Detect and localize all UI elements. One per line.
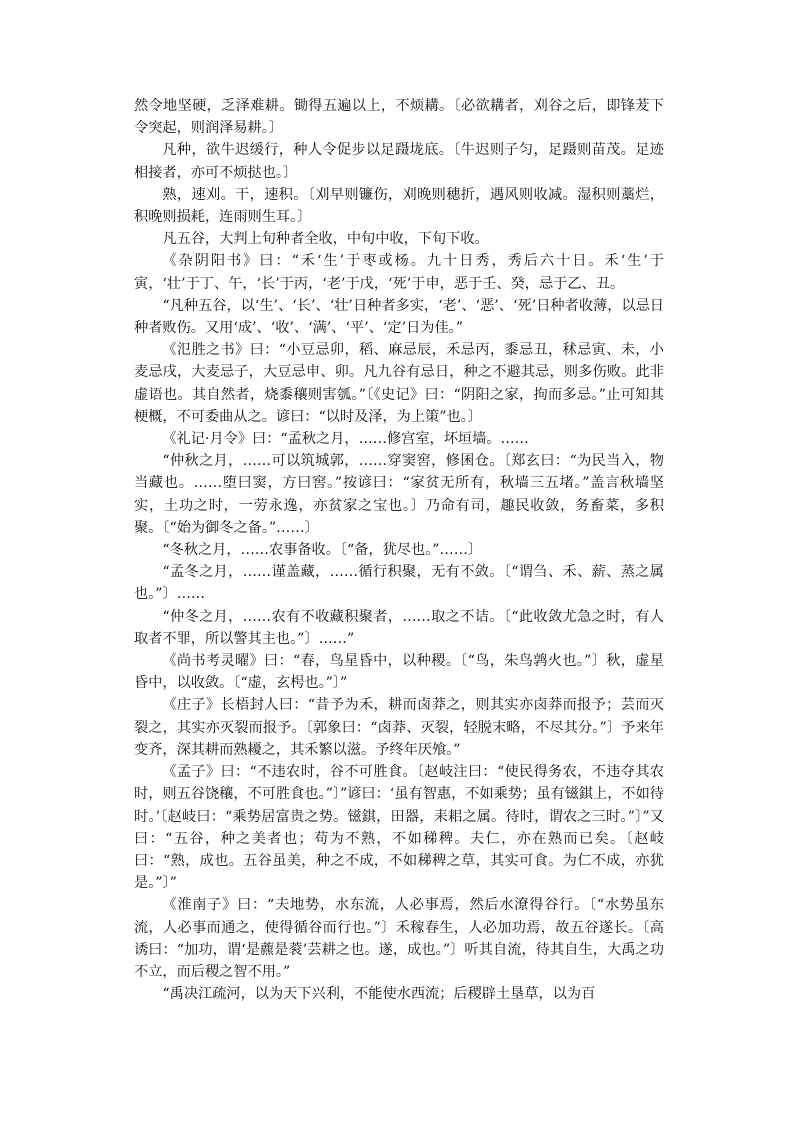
paragraph-text: 凡种，欲牛迟缓行，种人令促步以足蹑垅底。〔牛迟则子匀，足蹑则苗茂。足迹相接者，亦可不烦挞也。〕 — [134, 142, 664, 181]
paragraph-8 — [134, 428, 664, 450]
paragraph-3 — [134, 184, 664, 228]
paragraph-9 — [134, 450, 664, 539]
paragraph-text: 熟，速刈。干，速积。〔刈早则镰伤，刈晚则穗折，遇风则收减。湿积则藁烂，积晚则损耗，连雨则生耳。〕 — [134, 186, 664, 226]
paragraph-4 — [134, 228, 664, 250]
paragraph-text: 《礼记·月令》曰：“孟秋之月，……修宫室，坏垣墙。…… — [162, 431, 529, 448]
paragraph-text: “冬秋之月，……农事备收。〔“备，犹尽也。”……〕 — [162, 542, 483, 559]
paragraph-7 — [134, 339, 664, 428]
document-body — [134, 95, 664, 1005]
paragraph-15 — [134, 761, 664, 894]
paragraph-16 — [134, 894, 664, 983]
paragraph-text: 《孟子》曰：“不违农时，谷不可胜食。〔赵岐注曰：“使民得务农，不违夺其农时，则五谷饶穰，不可胜食也。”〕”谚曰：‘虽有智惠，不如乘势；虽有镃錤上，不如待时。’〔赵岐曰：“乘势居富贵之势。镃錤，田器，耒耜之属。待时，谓农之三时。”〕”又曰：“五谷，种之美者也；苟为不熟，不如稊稗。夫仁，亦在熟而已矣。〔赵岐曰：“熟，成也。五谷虽美，种之不成，不如稊稗之草，其实可食。为仁不成，亦犹是。”〕” — [134, 764, 664, 892]
paragraph-text: “仲冬之月，……农有不收藏积聚者，……取之不诘。〔“此收敛尤急之时，有人取者不罪，所以警其主也。”〕……” — [134, 608, 664, 647]
paragraph-text: 《淮南子》曰：“夫地势，水东流，人必事焉，然后水潦得谷行。〔“水势虽东流，人必事而通之，使得循谷而行也。”〕禾稼春生，人必加功焉，故五谷遂长。〔高诱曰：“加功，谓‘是藨是蓘’芸耕之也。遂，成也。”〕听其自流，待其自生，大禹之功不立，而后稷之智不用。” — [134, 897, 664, 980]
paragraph-13 — [134, 650, 664, 694]
paragraph-text: “凡种五谷，以‘生’、‘长’、‘壮’日种者多实，‘老’、‘恶’、‘死’日种者收薄，以忌日种者败伤。又用‘成’、‘收’、‘满’、‘平’、‘定’日为佳。” — [134, 297, 664, 337]
paragraph-text: “孟冬之月，……谨盖藏，……循行积聚，无有不敛。〔“谓刍、禾、薪、蒸之属也。”〕…… — [134, 564, 664, 603]
paragraph-text: “仲秋之月，……可以筑城郭，……穿窦窖，修囷仓。〔郑玄曰：“为民当入，物当藏也。……堕曰窦，方曰窖。”按谚曰：“家贫无所有，秋墙三五堵。”盖言秋墙坚实，土功之时，一劳永逸，亦贫家之宝也。〕乃命有司，趣民收敛，务畜菜，多积聚。〔“始为御冬之备。”……〕 — [134, 453, 664, 536]
paragraph-text: 《氾胜之书》曰：“小豆忌卯，稻、麻忌辰，禾忌丙，黍忌丑，秫忌寅、未，小麦忌戌，大麦忌子，大豆忌申、卯。凡九谷有忌日，种之不避其忌，则多伤败。此非虚语也。其自然者，烧黍穰则害瓠。”〔《史记》曰：“阴阳之家，拘而多忌。”止可知其梗概，不可委曲从之。谚曰：“以时及泽，为上策”也。〕 — [134, 342, 664, 425]
paragraph-11 — [134, 561, 664, 605]
paragraph-text: 然令地坚硬，乏泽难耕。锄得五遍以上，不烦耩。〔必欲耩者，刈谷之后，即锋茇下令突起，则润泽易耕。〕 — [134, 98, 664, 137]
paragraph-17 — [134, 983, 664, 1005]
paragraph-10 — [134, 539, 664, 561]
paragraph-text: 《杂阴阳书》曰：“禾‘生’于枣或杨。九十日秀，秀后六十日。禾‘生’于寅，‘壮’于丁、午，‘长’于丙，‘老’于戊，‘死’于申，恶于壬、癸，忌于乙、丑。 — [134, 253, 664, 292]
paragraph-text: 凡五谷，大判上旬种者全收，中旬中收，下旬下收。 — [162, 231, 489, 248]
paragraph-6 — [134, 295, 664, 339]
paragraph-text: 《庄子》长梧封人曰：“昔予为禾，耕而卤莽之，则其实亦卤莽而报予；芸而灭裂之，其实亦灭裂而报予。〔郭象曰：“卤莽、灭裂，轻脱末略，不尽其分。”〕予来年变齐，深其耕而熟耰之，其禾繁以滋。予终年厌飧。” — [134, 697, 664, 758]
paragraph-text: “禹决江疏河，以为天下兴利，不能使水西流；后稷辟土垦草，以为百 — [162, 986, 596, 1003]
paragraph-1 — [134, 95, 664, 139]
paragraph-12 — [134, 606, 664, 650]
paragraph-2 — [134, 139, 664, 183]
paragraph-text: 《尚书考灵曜》曰：“春，鸟星昏中，以种稷。〔“鸟，朱鸟鹑火也。”〕秋，虚星昏中，以收敛。〔“虚，玄枵也。”〕” — [134, 653, 664, 692]
paragraph-5 — [134, 250, 664, 294]
paragraph-14 — [134, 694, 664, 761]
